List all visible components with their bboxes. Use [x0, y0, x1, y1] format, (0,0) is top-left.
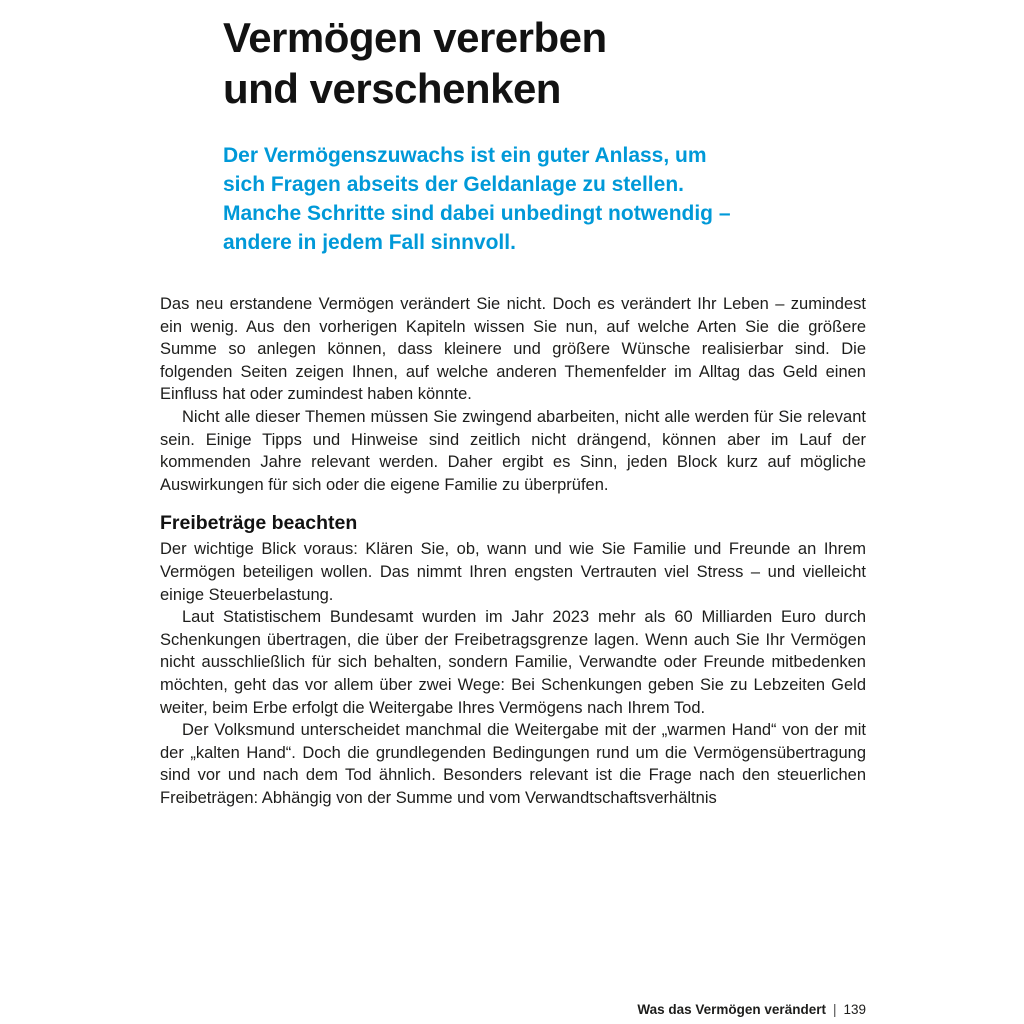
body-paragraph: Der Volksmund unterscheidet manchmal die Weitergabe mit der „warmen Hand“ von der mit der „kalten Hand“. Doch die grundlegenden Bedingungen rund um die Vermögensübertragung sind vor und nach dem Tod ähnlich. Besonders relevant ist die Frage nach den steuerlichen Freibeträgen: Abhängig von der Summe und vom Verwandtschaftsverhältnis	[160, 721, 866, 807]
body-column	[160, 293, 866, 809]
body-paragraph: Das neu erstandene Vermögen verändert Sie nicht. Doch es verändert Ihr Leben – zumindest ein wenig. Aus den vorherigen Kapiteln wissen Sie nun, auf welche Arten Sie die größere Summe so anlegen können, dass kleinere und größere Wünsche realisierbar sind. Die folgenden Seiten zeigen Ihnen, auf welche anderen Themenfelder im Alltag das Geld einen Einfluss hat oder zumindest haben könnte.	[160, 295, 866, 404]
body-paragraph: Der wichtige Blick voraus: Klären Sie, ob, wann und wie Sie Familie und Freunde an Ihrem Vermögen beteiligen wollen. Das nimmt Ihren engsten Vertrauten viel Stress – und vielleicht einige Steuerbelastung.	[160, 540, 866, 604]
footer-page-number: 139	[843, 1002, 866, 1017]
section-heading: Freibeträge beachten	[160, 512, 358, 535]
body-paragraph: Laut Statistischem Bundesamt wurden im Jahr 2023 mehr als 60 Milliarden Euro durch Schenkungen übertragen, die über der Freibetragsgrenze lagen. Wenn auch Sie Ihr Vermögen nicht ausschließlich für sich behalten, sondern Familie, Verwandte oder Freunde mitbedenken möchten, geht das vor allem über zwei Wege: Bei Schenkungen geben Sie zu Lebzeiten Geld weiter, beim Erbe erfolgt die Weitergabe Ihres Vermögens nach Ihrem Tod.	[160, 608, 866, 717]
footer-separator: |	[832, 1002, 837, 1017]
body-paragraph: Nicht alle dieser Themen müssen Sie zwingend abarbeiten, nicht alle werden für Sie relevant sein. Einige Tipps und Hinweise sind zeitlich nicht drängend, können aber im Lauf der kommenden Jahre relevant werden. Daher ergibt es Sinn, jeden Block kurz auf mögliche Auswirkungen für sich oder die eigene Familie zu überprüfen.	[160, 407, 866, 494]
page-title	[223, 12, 607, 114]
lead-paragraph: Der Vermögenszuwachs ist ein guter Anlass, um sich Fragen abseits der Geldanlage zu stellen. Manche Schritte sind dabei unbedingt notwendig – andere in jedem Fall sinnvoll.	[223, 144, 731, 254]
page-title-line-2: und verschenken	[223, 65, 561, 112]
footer-chapter-title: Was das Vermögen verändert	[637, 1002, 826, 1017]
page-title-line-1: Vermögen vererben	[223, 14, 607, 61]
page-footer	[637, 1001, 866, 1019]
